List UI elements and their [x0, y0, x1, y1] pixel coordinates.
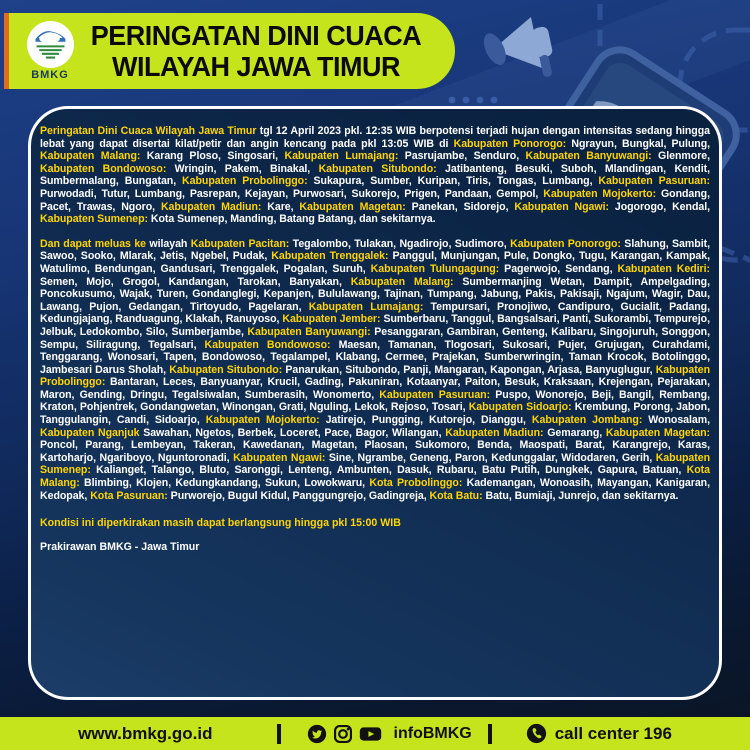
- youtube-icon: [359, 724, 382, 744]
- bmkg-logo: [17, 21, 83, 81]
- title-line-1: PERINGATAN DINI CUACA: [90, 19, 422, 51]
- header-banner: [4, 13, 455, 89]
- warning-paragraph-1: Peringatan Dini Cuaca Wilayah Jawa Timur tgl 12 April 2023 pkl. 12:35 WIB berpotensi terjadi hujan dengan intensitas sedang hingga lebat yang dapat disertai kilat/petir dan angin kencang pada pkl 13:05 WIB di Kabupaten Ponorogo: Ngrayun, Bungkal, Pulung, Kabupaten Malang: Karang Ploso, Singosari, Kabupaten Lumajang: Pasrujambe, Senduro, Kabupaten Banyuwangi: Glenmore, Kabupaten Bondowoso: Wringin, Pakem, Binakal, Kabupaten Situbondo: Jatibanteng, Besuki, Suboh, Mlandingan, Kendit, Sumbermalang, Bungatan, Kabupaten Probolinggo: Sukapura, Sumber, Kuripan, Tiris, Tongas, Lumbang, Kabupaten Pasuruan: Purwodadi, Tutur, Lumbang, Pasrepan, Kejayan, Purwosari, Sukorejo, Prigen, Pandaan, Gempol, Kabupaten Mojokerto: Gondang, Pacet, Trawas, Ngoro, Kabupaten Madiun: Kare, Kabupaten Magetan: Panekan, Sidorejo, Kabupaten Ngawi: Jogorogo, Kendal, Kabupaten Sumenep: Kota Sumenep, Manding, Batang Batang, dan sekitarnya.: [40, 125, 711, 226]
- title-banner: [9, 13, 455, 89]
- closing-statement: Kondisi ini diperkirakan masih dapat berlangsung hingga pkl 15:00 WIB: [40, 517, 401, 530]
- bmkg-logo-icon: [27, 21, 74, 68]
- warning-paragraph-2: Dan dapat meluas ke wilayah Kabupaten Pacitan: Tegalombo, Tulakan, Ngadirojo, Sudimoro, Kabupaten Ponorogo: Slahung, Sambit, Sawoo, Sooko, Mlarak, Jetis, Ngebel, Pudak, Kabupaten Trenggalek: Panggul, Munjungan, Pule, Dongko, Tugu, Karangan, Kampak, Watulimo, Bendungan, Gandusari, Trenggalek, Pogalan, Suruh, Kabupaten Tulungagung: Pagerwojo, Sendang, Kabupaten Kediri: Semen, Mojo, Grogol, Kandangan, Tarokan, Banyakan, Kabupaten Malang: Sumbermanjing Wetan, Dampit, Ampelgading, Poncokusumo, Wajak, Turen, Gondanglegi, Kepanjen, Bululawang, Tajinan, Tumpang, Jabung, Pakis, Pakisaji, Ngajum, Wagir, Dau, Lawang, Pujon, Gedangan, Tirtoyudo, Pagelaran, Kabupaten Lumajang: Tempursari, Pronojiwo, Candipuro, Gucialit, Padang, Kedungjajang, Randuagung, Klakah, Ranuyoso, Kabupaten Jember: Sumberbaru, Tanggul, Bangsalsari, Panti, Sukorambi, Tempurejo, Jelbuk, Ledokombo, Silo, Sumberjambe, Kabupaten Banyuwangi: Pesanggaran, Gambiran, Genteng, Kalibaru, Singojuruh, Songgon, Sempu, Siliragung, Tegalsari, Kabupaten Bondowoso: Maesan, Tamanan, Tlogosari, Sukosari, Pujer, Grujugan, Curahdami, Tenggarang, Wonosari, Tapen, Bondowoso, Tegalampel, Klabang, Cermee, Prajekan, Sumberwringin, Taman Krocok, Botolinggo, Jambesari Darus Sholah, Kabupaten Situbondo: Panarukan, Situbondo, Panji, Mangaran, Kapongan, Arjasa, Banyuglugur, Kabupaten Probolinggo: Bantaran, Leces, Banyuanyar, Krucil, Gading, Pakuniran, Kotaanyar, Paiton, Besuk, Kraksaan, Krejengan, Pejarakan, Maron, Gending, Dringu, Tegalsiwalan, Sumberasih, Wonomerto, Kabupaten Pasuruan: Puspo, Wonorejo, Beji, Bangil, Rembang, Kraton, Pohjentrek, Gondangwetan, Winongan, Grati, Nguling, Lekok, Rejoso, Tosari, Kabupaten Sidoarjo: Krembung, Porong, Jabon, Tanggulangin, Candi, Sidoarjo, Kabupaten Mojokerto: Jatirejo, Pungging, Kutorejo, Dianggu, Kabupaten Jombang: Wonosalam, Kabupaten Nganjuk Sawahan, Ngetos, Berbek, Loceret, Pace, Bagor, Wilangan, Kabupaten Madiun: Gemarang, Kabupaten Magetan: Poncol, Parang, Lembeyan, Takeran, Kawedanan, Magetan, Plaosan, Sukomoro, Benda, Maospati, Barat, Karangrejo, Karas, Kartoharjo, Ngariboyo, Nguntoronadi, Kabupaten Ngawi: Sine, Ngrambe, Geneng, Paron, Kedunggalar, Widodaren, Gerih, Kabupaten Sumenep: Kalianget, Talango, Bluto, Saronggi, Lenteng, Ambunten, Dasuk, Rubaru, Batu Putih, Dungkek, Gapura, Batuan, Kota Malang: Blimbing, Klojen, Kedungkandang, Sukun, Lowokwaru, Kota Probolinggo: Kademangan, Wonoasih, Mayangan, Kanigaran, Kedopak, Kota Pasuruan: Purworejo, Bugul Kidul, Panggungrejo, Gadingreja, Kota Batu: Batu, Bumiaji, Junrejo, dan sekitarnya.: [40, 237, 711, 502]
- bmkg-logo-text: BMKG: [31, 69, 69, 81]
- footer-divider: [277, 724, 281, 744]
- call-center-label: call center 196: [554, 723, 672, 743]
- footer-bar: [0, 717, 750, 750]
- twitter-icon: [307, 724, 327, 744]
- forecaster-signature: Prakirawan BMKG - Jawa Timur: [40, 541, 200, 554]
- website-url: www.bmkg.go.id: [78, 723, 213, 743]
- footer-divider-2: [488, 724, 492, 744]
- instagram-icon: [333, 724, 353, 744]
- page-title: [83, 20, 455, 82]
- phone-icon: [526, 723, 547, 744]
- social-handle: infoBMKG: [393, 724, 472, 742]
- title-line-2: WILAYAH JAWA TIMUR: [111, 51, 401, 83]
- call-center-group: [526, 723, 672, 744]
- social-media-group: [307, 724, 472, 744]
- warning-content-panel: [28, 106, 722, 700]
